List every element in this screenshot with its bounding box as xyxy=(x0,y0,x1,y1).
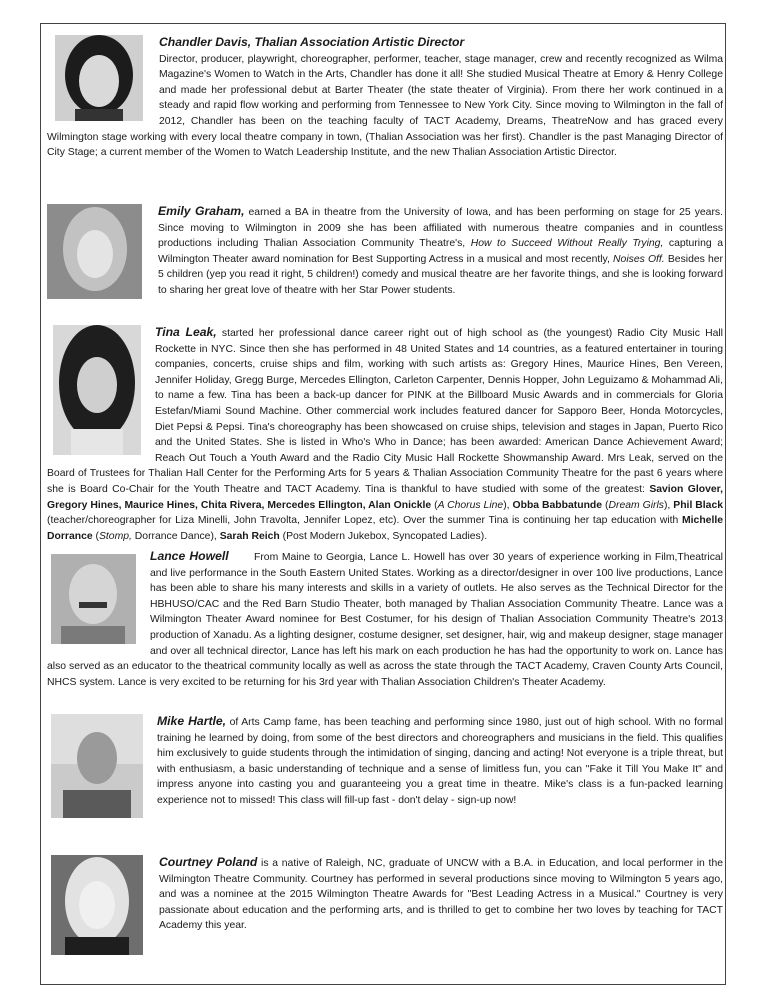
headshot-chandler-davis xyxy=(55,35,143,121)
show-title: Dream Girls xyxy=(608,499,664,511)
bio-chandler-davis xyxy=(47,35,723,161)
bio-text: earned a BA in theatre from the University of Iowa, and has been performing on stage for 25 years. Since moving to Wilmington in 2009 she has been affiliated with numerous theatre companies and in countless productions including Thalian Association Community Theatre's, xyxy=(158,207,723,250)
headshot-tina-leak xyxy=(53,325,141,455)
teacher-names: Obba Babbatunde xyxy=(512,499,603,511)
bio-text: capturing a Wilmington Theater award nomination for Best Supporting Actress in a musical and most recently, xyxy=(158,238,723,265)
bio-emily-graham xyxy=(47,204,723,303)
bio-text: Dorrance Dance), xyxy=(131,530,220,542)
bio-text: Besides her 5 children (yep you read it right, 5 children!) comedy and musical theatre are her favorite things, and she is looking forward to sharing her great love of theatre with her Star Power students. xyxy=(158,253,724,296)
bio-text: ( xyxy=(602,499,609,511)
bio-tina-leak xyxy=(47,325,723,544)
bio-name: Emily Graham, xyxy=(158,204,245,218)
bio-text: is a native of Raleigh, NC, graduate of UNCW with a B.A. in Education, and local performer in the Wilmington Theatre Community. Courtney has performed in several productions since moving to Wilmington 5 years ago, and was a nominee at the 2015 Wilmington Theatre Awards for "Best Leading Actress in a Musical." Courtney is very passionate about education and the performing arts, and is thrilled to get to combine her two loves by teaching for TACT Academy this year. xyxy=(159,858,723,932)
bio-text: Director, producer, playwright, choreographer, performer, teacher, stage manager, crew and recently recognized as Wilma Magazine's Women to Watch in the Arts, Chandler has done it all! She studied Musical Theatre at Emory & Henry College and made her professional debut at Barter Theater (the state theater of Virginia). From there her work continued in a steady and rapid flow working and performing from Tennessee to New York City. Since moving to Wilmington in the fall of 2012, Chandler has been on the teaching faculty of TACT Academy, Dreams, TheatreNow and has graced every Wilmington stage working with every local theatre company in town, (Thalian Association was her first). Chandler is the past Managing Director of City Stage; a current member of the Women to Watch Leadership Institute, and the new Thalian Association Artistic Director. xyxy=(47,53,723,159)
headshot-lance-howell xyxy=(51,554,136,644)
bio-text: ), xyxy=(503,499,513,511)
bio-text: From Maine to Georgia, Lance L. Howell has over 30 years of experience working in Film,Theatrical and live performance in the South Eastern United States. Working as a director/designer in over 100 live productions, Lance has been able to share his many interests and skills in a variety of outlets. He also serves as the Technical Director for the HBHUSO/CAC and the Red Barn Studio Theater, both managed by Thalian Association Community Theatre. Lance was a Wilmington Theater Award nominee for Best Costumer, for his design of Thalian Association Community Theatre's 2013 production of Xanadu. As a lighting designer, costume designer, set designer, hair, wig and makeup designer, stage manager and over all technical director, Lance has left his mark on each production he has had the opportunity to work on. Lance has also served as an educator to the theatrical community locally as well as across the state through the TACT Academy, Craven County Arts Council, NHCS system. Lance is very excited to be returning for his 3rd year with Thalian Association Children's Theater Academy. xyxy=(47,552,724,688)
bio-name: Chandler Davis, Thalian Association Artistic Director xyxy=(159,35,465,49)
show-title: Stomp, xyxy=(98,530,132,542)
bio-text: of Arts Camp fame, has been teaching and performing since 1980, just out of high school. With no formal training he learned by doing, from some of the best directors and choreographers and musicians in the field. This qualifies him exclusively to guide students through the intimidation of singing, dancing and acting! Not everyone is a triple threat, but with enthusiasm, a basic understanding of technique and a sense of limitless fun, you can "Fake it Till You Make It" and impress anyone into casting you and guaranteeing you a great time in theatre. Mike's class is a fun-packed learning experience not to missed! This class will fill-up fast - don't delay - sign-up now! xyxy=(157,717,723,806)
headshot-mike-hartle xyxy=(51,714,143,818)
show-title: A Chorus Line xyxy=(437,499,504,511)
bio-name: Tina Leak, xyxy=(155,325,217,339)
bio-name: Courtney Poland xyxy=(159,855,258,869)
headshot-courtney-poland xyxy=(51,855,143,955)
headshot-emily-graham xyxy=(47,204,142,299)
bio-lance-howell xyxy=(47,549,723,690)
bio-text: ( xyxy=(92,530,99,542)
bio-text: (Post Modern Jukebox, Syncopated Ladies). xyxy=(279,530,488,542)
show-title: Noises Off. xyxy=(613,253,665,265)
teacher-names: Sarah Reich xyxy=(219,530,280,542)
bio-text: (teacher/choreographer for Liza Minelli, John Travolta, Jennifer Lopez, etc). Over the summer Tina is continuing her tap education with xyxy=(47,515,682,527)
bio-name: Lance Howell xyxy=(150,549,229,563)
bio-mike-hartle xyxy=(47,714,723,822)
bio-courtney-poland xyxy=(47,855,723,959)
bio-text: ), xyxy=(663,499,674,511)
bio-text: started her professional dance career right out of high school as (the youngest) Radio City Music Hall Rockette in NYC. Since then she has performed in 48 United States and 14 countries, as a featured entertainer in touring companies, concerts, cruise ships and film, working with such artists as: Gregory Hines, Maurice Hines, Ben Vereen, Jennifer Holiday, Gregg Burge, Mercedes Ellington, Carleton Carpenter, Dennis Hopper, John Leguizamo & Mohammad Ali, to name a few. Tina has been a back-up dancer for PINK at the Billboard Music Awards and in commercials for Gloria Estefan/Miami Sound Machine. Other commercial work includes featured dancer for Sapporo Beer, Honda Motorcycles, Diet Pepsi & Pepsi. Tina's choreography has been showcased on cruise ships, television and stages in Japan, Puerto Rico and the United States. She is listed in Who's Who in Dance; has been awarded: American Dance Achievement Award; Reach Out Touch a Youth Award and the Radio City Music Hall Rockette Showmanship Award. Mrs Leak, served on the Board of Trustees for Thalian Hall Center for the Performing Arts for 5 years & Thalian Association Community Theatre for the past 6 years where she is Board Co-Chair for the Youth Theatre and TACT Academy. Tina is thankful to have studied with some of the greatest: xyxy=(47,328,723,495)
teacher-names: Michelle Dorrance xyxy=(47,515,723,542)
show-title: How to Succeed Without Really Trying, xyxy=(470,238,664,250)
teacher-names: Phil Black xyxy=(673,499,724,511)
teacher-names: Savion Glover, Gregory Hines, Maurice Hines, Chita Rivera, Mercedes Ellington, Alan Onickle xyxy=(47,483,724,511)
bio-text: ( xyxy=(431,499,438,511)
bio-name: Mike Hartle, xyxy=(157,714,227,728)
